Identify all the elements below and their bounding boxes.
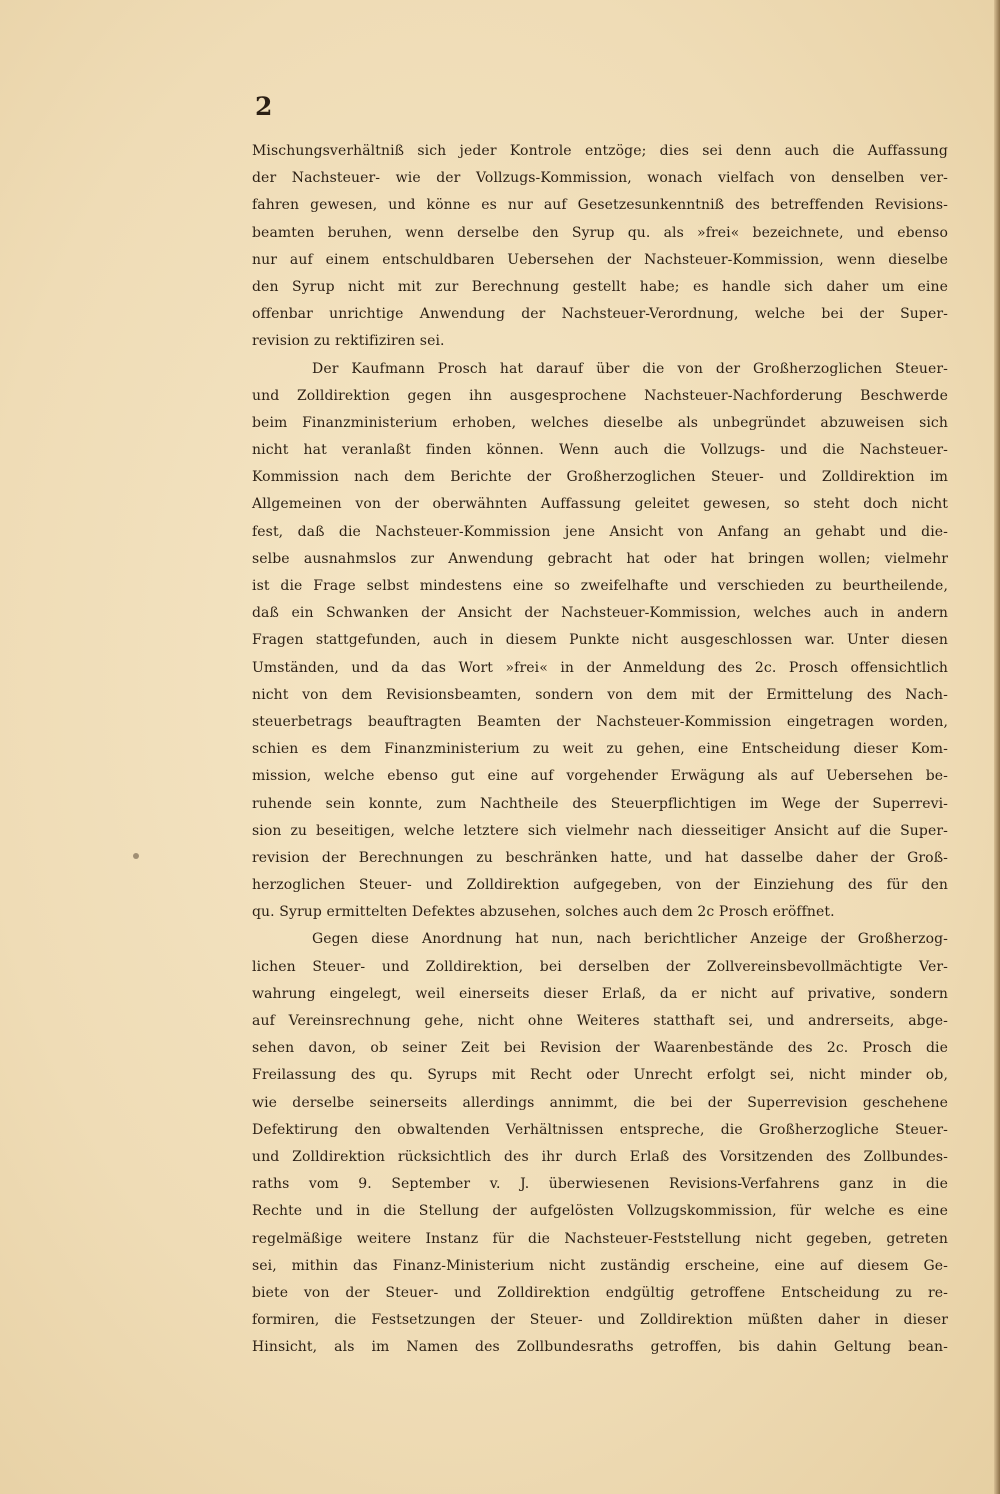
text-line: formiren, die Festsetzungen der Steuer- und Zolldirektion müßten daher in dieser (252, 1312, 948, 1329)
text-line: lichen Steuer- und Zolldirektion, bei derselben der Zollvereinsbevollmächtigte Ver- (252, 958, 948, 975)
text-line: herzoglichen Steuer- und Zolldirektion aufgegeben, von der Einziehung des für den (252, 877, 948, 894)
text-line: Hinsicht, als im Namen des Zollbundesraths getroffen, bis dahin Geltung bean- (252, 1339, 948, 1356)
page-number: 2 (255, 92, 273, 121)
text-line: nicht hat veranlaßt finden können. Wenn auch die Vollzugs- und die Nachsteuer- (252, 442, 948, 459)
text-line: mission, welche ebenso gut eine auf vorgehender Erwägung als auf Uebersehen be- (252, 768, 948, 785)
text-line: Der Kaufmann Prosch hat darauf über die von der Großherzoglichen Steuer- (312, 360, 948, 377)
text-line: auf Vereinsrechnung gehe, nicht ohne Weiteres statthaft sei, und andrerseits, abge- (252, 1013, 948, 1029)
text-line: ruhende sein konnte, zum Nachtheile des Steuerpflichtigen im Wege der Superrevi- (252, 795, 948, 812)
text-line: Gegen diese Anordnung hat nun, nach berichtlicher Anzeige der Großherzog- (312, 931, 948, 948)
text-line: Rechte und in die Stellung der aufgelösten Vollzugskommission, für welche es eine (252, 1203, 948, 1220)
text-line: beim Finanzministerium erhoben, welches dieselbe als unbegründet abzuweisen sich (252, 414, 948, 431)
text-line: raths vom 9. September v. J. überwiesenen Revisions-Verfahrens ganz in die (252, 1176, 948, 1193)
text-line: wahrung eingelegt, weil einerseits dieser Erlaß, da er nicht auf privative, sondern (252, 985, 948, 1002)
page-edge-shadow (994, 0, 1000, 1494)
ink-speck (133, 853, 139, 859)
text-line: sion zu beseitigen, welche letztere sich vielmehr nach diesseitiger Ansicht auf die Super- (252, 822, 948, 839)
text-line: Mischungsverhältniß sich jeder Kontrole entzöge; dies sei denn auch die Auffassung (252, 143, 948, 159)
text-line: nur auf einem entschuldbaren Uebersehen der Nachsteuer-Kommission, wenn dieselbe (252, 251, 948, 268)
text-line: Fragen stattgefunden, auch in diesem Punkte nicht ausgeschlossen war. Unter diesen (252, 632, 948, 649)
text-line: beamten beruhen, wenn derselbe den Syrup qu. als »frei« bezeichnete, und ebenso (252, 224, 948, 241)
text-line: biete von der Steuer- und Zolldirektion endgültig getroffene Entscheidung zu re- (252, 1284, 948, 1301)
text-line: fahren gewesen, und könne es nur auf Gesetzesunkenntniß des betreffenden Revisions- (252, 197, 948, 214)
text-line: fest, daß die Nachsteuer-Kommission jene Ansicht von Anfang an gehabt und die- (252, 523, 948, 540)
text-line: ist die Frage selbst mindestens eine so zweifelhafte und verschieden zu beurtheilende, (252, 578, 948, 594)
text-line: selbe ausnahmslos zur Anwendung gebracht hat oder hat bringen wollen; vielmehr (252, 550, 948, 567)
text-line: daß ein Schwanken der Ansicht der Nachsteuer-Kommission, welches auch in andern (252, 605, 948, 622)
text-line: wie derselbe seinerseits allerdings annimmt, die bei der Superrevision geschehene (252, 1094, 948, 1111)
text-line: der Nachsteuer- wie der Vollzugs-Kommission, wonach vielfach von denselben ver- (252, 170, 948, 187)
body-text (252, 138, 948, 1361)
text-line: sei, mithin das Finanz-Ministerium nicht zuständig erscheine, eine auf diesem Ge- (252, 1257, 948, 1274)
text-line: Kommission nach dem Berichte der Großherzoglichen Steuer- und Zolldirektion im (252, 469, 948, 486)
text-line: Freilassung des qu. Syrups mit Recht oder Unrecht erfolgt sei, nicht minder ob, (252, 1067, 948, 1084)
text-line: sehen davon, ob seiner Zeit bei Revision der Waarenbestände des 2c. Prosch die (252, 1040, 948, 1057)
text-line: steuerbetrags beauftragten Beamten der Nachsteuer-Kommission eingetragen worden, (252, 713, 948, 730)
text-line: revision der Berechnungen zu beschränken hatte, und hat dasselbe daher der Groß- (252, 849, 948, 866)
text-line: Defektirung den obwaltenden Verhältnissen entspreche, die Großherzogliche Steuer- (252, 1121, 948, 1138)
text-line: Umständen, und da das Wort »frei« in der Anmeldung des 2c. Prosch offensichtlich (252, 659, 948, 676)
text-line: den Syrup nicht mit zur Berechnung gestellt habe; es handle sich daher um eine (252, 278, 948, 295)
text-line: offenbar unrichtige Anwendung der Nachsteuer-Verordnung, welche bei der Super- (252, 306, 948, 323)
text-line: qu. Syrup ermittelten Defektes abzusehen, solches auch dem 2c Prosch eröffnet. (252, 904, 835, 921)
text-line: nicht von dem Revisionsbeamten, sondern von dem mit der Ermittelung des Nach- (252, 686, 948, 703)
text-line: Allgemeinen von der oberwähnten Auffassung geleitet gewesen, so steht doch nicht (252, 496, 948, 513)
text-line: revision zu rektifiziren sei. (252, 333, 445, 350)
text-line: schien es dem Finanzministerium zu weit zu gehen, eine Entscheidung dieser Kom- (252, 741, 948, 758)
text-line: regelmäßige weitere Instanz für die Nachsteuer-Feststellung nicht gegeben, getreten (252, 1230, 948, 1247)
text-line: und Zolldirektion gegen ihn ausgesprochene Nachsteuer-Nachforderung Beschwerde (252, 387, 948, 404)
text-line: und Zolldirektion rücksichtlich des ihr durch Erlaß des Vorsitzenden des Zollbundes- (252, 1148, 948, 1165)
